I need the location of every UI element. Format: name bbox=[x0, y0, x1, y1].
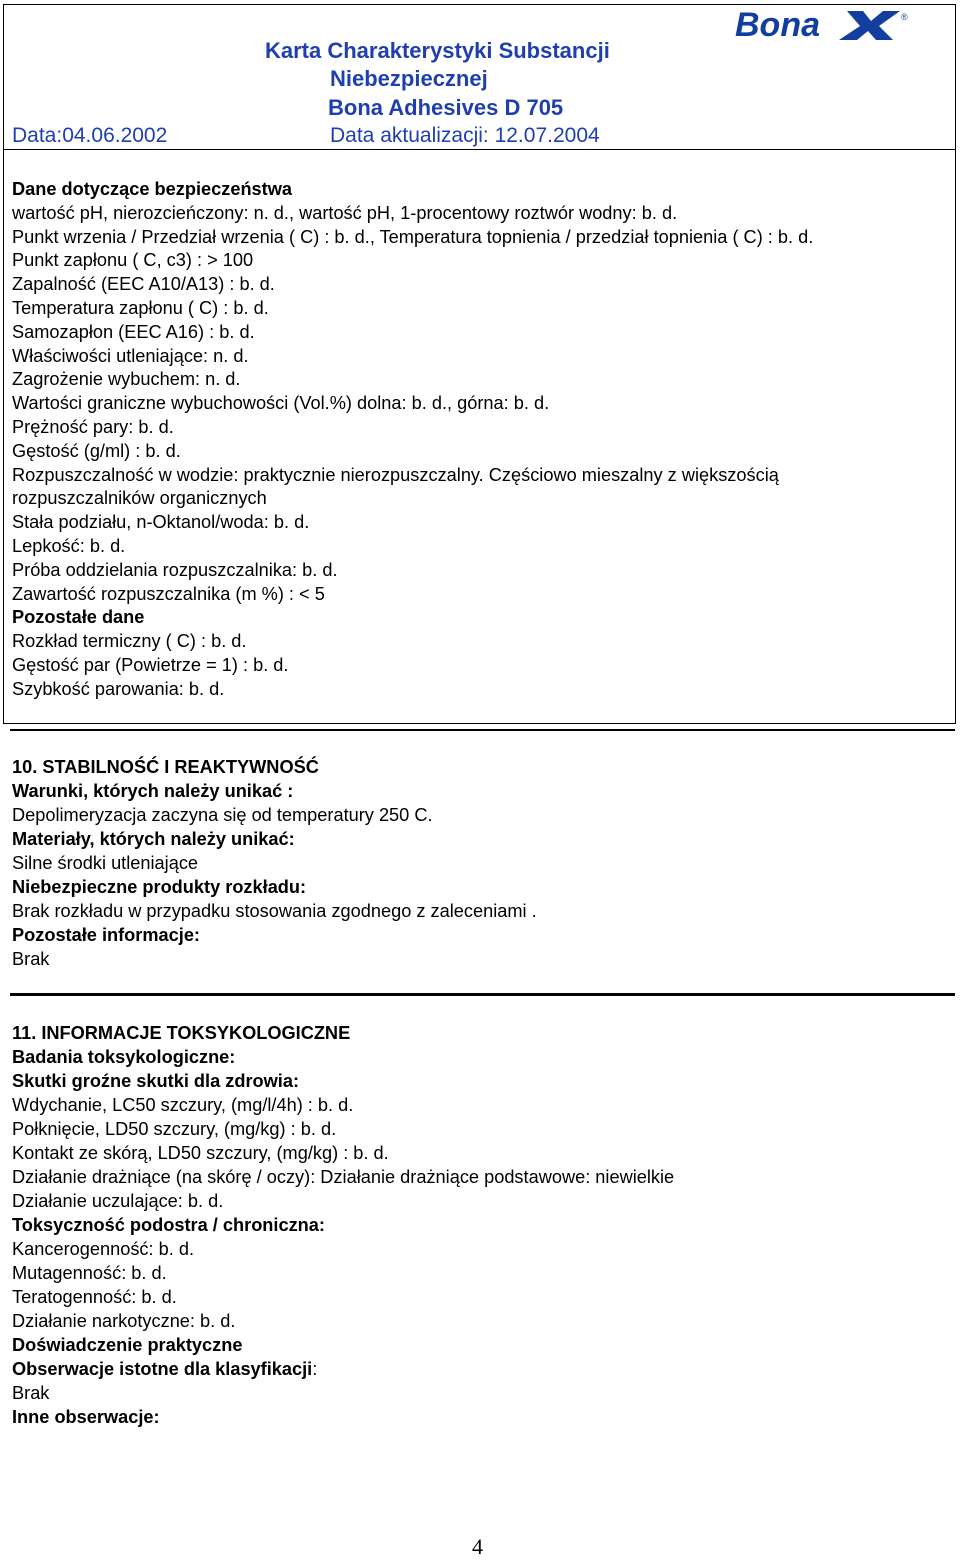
section-heading: Pozostałe dane bbox=[12, 607, 145, 628]
text-line: Kontakt ze skórą, LD50 szczury, (mg/kg) : b. d. bbox=[12, 1143, 389, 1163]
text-line: Zapalność (EEC A10/A13) : b. d. bbox=[12, 274, 275, 295]
text-line: Brak bbox=[12, 1383, 50, 1403]
text-line: Właściwości utleniające: n. d. bbox=[12, 345, 249, 366]
text-line: Punkt zapłonu ( C, c3) : > 100 bbox=[12, 250, 254, 271]
section-heading: Doświadczenie praktyczne bbox=[12, 1335, 243, 1355]
text-line: Temperatura zapłonu ( C) : b. d. bbox=[12, 298, 269, 318]
document-title-line1: Karta Charakterystyki Substancji bbox=[265, 38, 610, 63]
text-line: Działanie uczulające: b. d. bbox=[12, 1191, 224, 1211]
text-line: Wartości graniczne wybuchowości (Vol.%) dolna: b. d., górna: b. d. bbox=[12, 393, 550, 414]
text-line: Kancerogenność: b. d. bbox=[12, 1239, 194, 1259]
page-number: 4 bbox=[472, 1534, 483, 1559]
logo-wordmark: Bona bbox=[735, 6, 820, 42]
section-heading: Pozostałe informacje: bbox=[12, 925, 200, 945]
issue-date: Data:04.06.2002 bbox=[12, 124, 168, 147]
text-line: Silne środki utleniające bbox=[12, 853, 199, 873]
text-line: Zagrożenie wybuchem: n. d. bbox=[12, 369, 241, 390]
text-line: Brak rozkładu w przypadku stosowania zgodnego z zaleceniami . bbox=[12, 901, 537, 921]
text-line: Działanie narkotyczne: b. d. bbox=[12, 1311, 236, 1331]
section-heading: Skutki groźne skutki dla zdrowia: bbox=[12, 1071, 300, 1091]
section-heading: Materiały, których należy unikać: bbox=[12, 829, 295, 849]
text-line: wartość pH, nierozcieńczony: n. d., wartość pH, 1-procentowy roztwór wodny: b. d. bbox=[12, 202, 678, 223]
text-line: Rozpuszczalność w wodzie: praktycznie nierozpuszczalny. Częściowo mieszalny z większością bbox=[12, 464, 779, 485]
section-heading: Badania toksykologiczne: bbox=[12, 1047, 236, 1067]
text-line: Gęstość par (Powietrze = 1) : b. d. bbox=[12, 655, 289, 675]
text-line: Depolimeryzacja zaczyna się od temperatury 250 C. bbox=[12, 805, 433, 825]
text-line: Stała podziału, n-Oktanol/woda: b. d. bbox=[12, 512, 310, 533]
section-heading: 10. STABILNOŚĆ I REAKTYWNOŚĆ bbox=[12, 757, 319, 777]
logo-x-mark bbox=[839, 11, 900, 40]
text-line: Samozapłon (EEC A16) : b. d. bbox=[12, 321, 255, 342]
registered-mark: ® bbox=[901, 12, 908, 22]
update-date: Data aktualizacji: 12.07.2004 bbox=[330, 124, 600, 147]
section-heading: Warunki, których należy unikać : bbox=[12, 781, 294, 801]
divider bbox=[10, 729, 955, 731]
text-line: Prężność pary: b. d. bbox=[12, 417, 174, 437]
text-line: Połknięcie, LD50 szczury, (mg/kg) : b. d. bbox=[12, 1119, 337, 1139]
text-line: Szybkość parowania: b. d. bbox=[12, 678, 225, 699]
text-line: Mutagenność: b. d. bbox=[12, 1263, 167, 1283]
text-line: Próba oddzielania rozpuszczalnika: b. d. bbox=[12, 559, 338, 580]
text-line: Działanie drażniące (na skórę / oczy): Działanie drażniące podstawowe: niewielkie bbox=[12, 1167, 675, 1187]
section-heading: Dane dotyczące bezpieczeństwa bbox=[12, 179, 292, 199]
section-heading: Obserwacje istotne dla klasyfikacji: bbox=[12, 1359, 318, 1379]
text-line: rozpuszczalników organicznych bbox=[12, 488, 267, 509]
text-line: Lepkość: b. d. bbox=[12, 536, 126, 556]
text-line: Zawartość rozpuszczalnika (m %) : < 5 bbox=[12, 583, 325, 604]
section-heading: Toksyczność podostra / chroniczna: bbox=[12, 1215, 325, 1235]
text-line: Brak bbox=[12, 949, 50, 969]
text-line: Punkt wrzenia / Przedział wrzenia ( C) : b. d., Temperatura topnienia / przedział topnienia ( C) : b. d. bbox=[12, 226, 814, 247]
section-heading: Inne obserwacje: bbox=[12, 1407, 160, 1427]
document-title-line2: Niebezpiecznej bbox=[330, 66, 488, 91]
section-heading: 11. INFORMACJE TOKSYKOLOGICZNE bbox=[12, 1023, 351, 1043]
text-line: Rozkład termiczny ( C) : b. d. bbox=[12, 631, 247, 652]
text-line: Teratogenność: b. d. bbox=[12, 1287, 177, 1307]
divider bbox=[10, 993, 955, 996]
text-line: Gęstość (g/ml) : b. d. bbox=[12, 440, 181, 461]
section-heading: Niebezpieczne produkty rozkładu: bbox=[12, 877, 307, 897]
product-name: Bona Adhesives D 705 bbox=[328, 95, 564, 120]
bona-logo bbox=[735, 6, 910, 42]
text-line: Wdychanie, LC50 szczury, (mg/l/4h) : b. d. bbox=[12, 1095, 354, 1115]
